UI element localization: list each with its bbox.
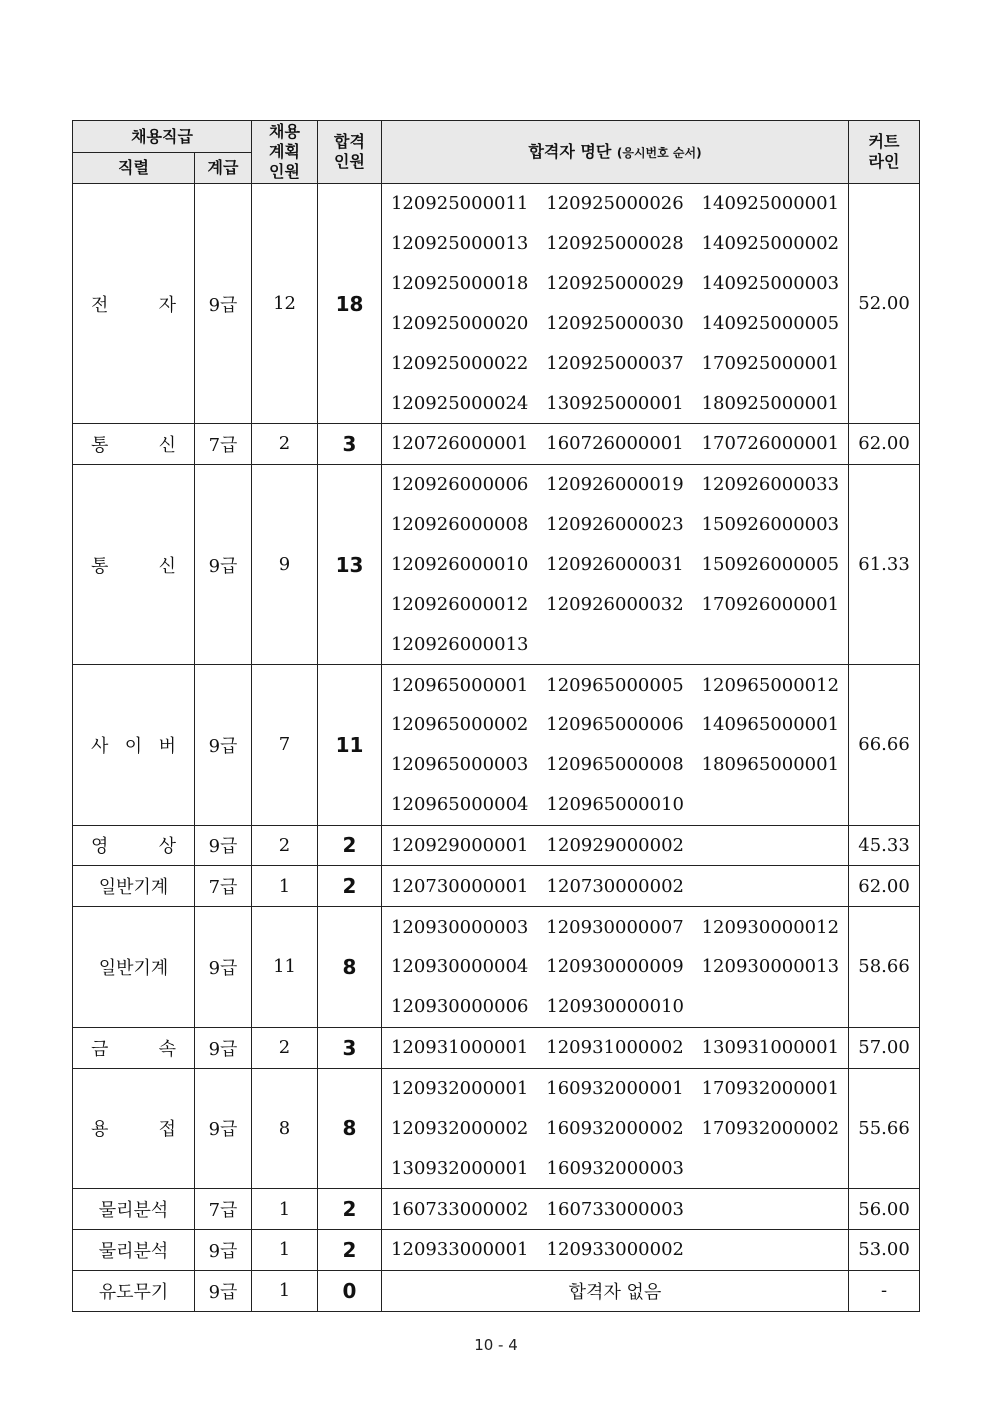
series-name <box>73 431 194 457</box>
passer-line <box>382 264 848 304</box>
exam-number: 120726000001 <box>390 433 529 455</box>
series-text: 일반기계 <box>98 957 169 979</box>
exam-number: 140925000005 <box>701 312 840 334</box>
exam-number: 120925000018 <box>390 273 529 295</box>
passer-line <box>382 826 848 866</box>
series-name <box>73 1035 194 1061</box>
cutline-cell: 58.66 <box>849 907 920 1028</box>
series-name <box>73 1237 194 1263</box>
exam-number: 160733000002 <box>391 1198 529 1220</box>
exam-number: 120925000026 <box>546 193 684 215</box>
exam-number: 120965000005 <box>546 674 684 696</box>
series-cell <box>73 1027 195 1068</box>
exam-number: 120926000019 <box>546 474 684 496</box>
exam-number: 120930000007 <box>546 916 684 938</box>
series-text: 전 <box>91 294 109 316</box>
table-body <box>73 184 920 1312</box>
series-text: 통 <box>91 555 109 577</box>
passed-count-cell: 11 <box>318 665 382 825</box>
series-text: 신 <box>158 555 176 577</box>
table-row <box>73 1229 920 1270</box>
exam-number: 170926000001 <box>701 593 840 615</box>
exam-number: 120925000013 <box>390 233 529 255</box>
series-text: 물리분석 <box>98 1240 169 1262</box>
series-text: 상 <box>158 836 176 858</box>
exam-number: 120965000004 <box>391 794 529 816</box>
passer-line <box>382 1069 848 1109</box>
passed-count-cell: 8 <box>318 1068 382 1189</box>
passer-line <box>382 505 848 545</box>
passer-line <box>382 745 848 785</box>
exam-number: 120932000001 <box>390 1077 529 1099</box>
series-name <box>73 954 194 980</box>
passer-list-cell <box>382 825 849 866</box>
series-cell <box>73 665 195 825</box>
passer-line <box>382 705 848 745</box>
exam-number: 160932000003 <box>546 1157 684 1179</box>
passer-line <box>382 624 848 664</box>
cutline-cell: 66.66 <box>849 665 920 825</box>
exam-number: 160932000002 <box>546 1117 684 1139</box>
passed-count-cell: 2 <box>318 825 382 866</box>
grade-cell: 9급 <box>195 665 252 825</box>
cutline-cell: 61.33 <box>849 464 920 664</box>
passer-list-cell <box>382 1229 849 1270</box>
exam-number: 120926000033 <box>701 474 840 496</box>
table-row <box>73 424 920 465</box>
grade-cell: 9급 <box>195 1027 252 1068</box>
series-text: 신 <box>158 434 176 456</box>
passer-line <box>382 545 848 585</box>
header-cutline-1: 커트 <box>868 132 900 151</box>
header-grade: 계급 <box>195 153 252 184</box>
exam-number: 120965000008 <box>546 754 684 776</box>
passer-line <box>382 907 848 947</box>
passer-list-cell <box>382 1068 849 1189</box>
exam-number: 120965000006 <box>546 714 684 736</box>
planned-count-cell: 2 <box>252 825 318 866</box>
exam-number: 120925000024 <box>390 392 529 414</box>
passer-list-cell <box>382 1027 849 1068</box>
exam-number: 120930000006 <box>391 996 529 1018</box>
passed-count-cell: 13 <box>318 464 382 664</box>
exam-number: 120931000001 <box>390 1037 529 1059</box>
series-cell <box>73 825 195 866</box>
table-row <box>73 825 920 866</box>
exam-number: 150926000005 <box>701 554 840 576</box>
passed-count-cell: 3 <box>318 424 382 465</box>
series-cell <box>73 1189 195 1230</box>
passed-count-cell: 3 <box>318 1027 382 1068</box>
exam-number: 120925000030 <box>546 312 684 334</box>
passed-count-cell: 18 <box>318 184 382 424</box>
passer-list-cell <box>382 665 849 825</box>
passer-line <box>382 304 848 344</box>
table-row <box>73 866 920 907</box>
exam-number: 140925000003 <box>701 273 840 295</box>
exam-number: 120932000002 <box>390 1117 529 1139</box>
exam-number: 120930000003 <box>390 916 529 938</box>
passed-count-cell: 2 <box>318 866 382 907</box>
exam-number: 120926000023 <box>546 514 684 536</box>
passer-line <box>382 1189 848 1229</box>
series-name <box>73 732 194 758</box>
exam-number: 120925000037 <box>546 352 684 374</box>
passer-list-cell <box>382 424 849 465</box>
passer-line <box>382 866 848 906</box>
series-text: 자 <box>158 294 176 316</box>
exam-number: 180925000001 <box>701 392 840 414</box>
header-list-title: 합격자 명단 <box>528 141 612 161</box>
passer-list-cell <box>382 1189 849 1230</box>
series-cell <box>73 184 195 424</box>
table-row <box>73 1027 920 1068</box>
passer-list-cell <box>382 1270 849 1311</box>
planned-count-cell: 9 <box>252 464 318 664</box>
series-cell <box>73 866 195 907</box>
table-row <box>73 464 920 664</box>
series-text: 물리분석 <box>98 1200 169 1222</box>
table-row <box>73 907 920 1028</box>
series-name <box>73 291 194 317</box>
series-text: 영 <box>91 836 109 858</box>
exam-number: 120925000029 <box>546 273 684 295</box>
series-cell <box>73 424 195 465</box>
series-text: 사 <box>91 735 109 757</box>
series-text: 금 <box>91 1038 109 1060</box>
planned-count-cell: 8 <box>252 1068 318 1189</box>
planned-count-cell: 11 <box>252 907 318 1028</box>
passer-line <box>382 1108 848 1148</box>
header-planned-3: 인원 <box>269 162 300 181</box>
passer-line <box>382 665 848 705</box>
exam-number: 120925000020 <box>390 312 529 334</box>
exam-number: 120926000031 <box>546 554 684 576</box>
passed-count-cell: 0 <box>318 1270 382 1311</box>
passer-line <box>382 184 848 224</box>
header-cutline <box>849 121 920 184</box>
exam-number: 120730000001 <box>391 875 529 897</box>
table-row <box>73 184 920 424</box>
passed-count-cell: 2 <box>318 1229 382 1270</box>
cutline-cell: 56.00 <box>849 1189 920 1230</box>
series-text: 유도무기 <box>98 1281 169 1303</box>
table-row <box>73 1270 920 1311</box>
series-text: 이 <box>124 735 143 757</box>
cutline-cell: 53.00 <box>849 1229 920 1270</box>
passer-line <box>382 987 848 1027</box>
passer-line <box>382 947 848 987</box>
table-row <box>73 665 920 825</box>
passer-line <box>382 383 848 423</box>
exam-number: 120930000004 <box>390 956 529 978</box>
planned-count-cell: 1 <box>252 1229 318 1270</box>
series-text: 통 <box>91 434 109 456</box>
exam-number: 120933000002 <box>546 1239 684 1261</box>
exam-number: 160726000001 <box>546 433 684 455</box>
exam-number: 160932000001 <box>546 1077 684 1099</box>
grade-cell: 9급 <box>195 464 252 664</box>
exam-number: 120926000006 <box>390 474 529 496</box>
planned-count-cell: 1 <box>252 866 318 907</box>
passer-line <box>382 584 848 624</box>
series-cell <box>73 907 195 1028</box>
exam-number: 120730000002 <box>546 875 684 897</box>
passer-list-cell <box>382 907 849 1028</box>
passer-line <box>382 1148 848 1188</box>
passer-list-cell <box>382 464 849 664</box>
exam-number: 120930000009 <box>546 956 684 978</box>
passer-line <box>382 1028 848 1068</box>
exam-number: 140925000002 <box>701 233 840 255</box>
grade-cell: 9급 <box>195 825 252 866</box>
planned-count-cell: 2 <box>252 424 318 465</box>
series-text: 접 <box>158 1119 176 1141</box>
series-text: 버 <box>158 735 176 757</box>
exam-number: 120929000001 <box>391 834 529 856</box>
exam-number: 120965000003 <box>390 754 529 776</box>
header-list-note: (응시번호 순서) <box>616 145 702 160</box>
exam-number: 130925000001 <box>546 392 684 414</box>
header-list <box>382 121 849 184</box>
results-table <box>72 120 920 1312</box>
exam-number: 120926000032 <box>546 593 684 615</box>
page-number: 10 - 4 <box>474 1336 518 1354</box>
passer-list-cell <box>382 866 849 907</box>
exam-number: 170932000002 <box>701 1117 840 1139</box>
series-text: 속 <box>158 1038 176 1060</box>
exam-number: 130932000001 <box>391 1157 529 1179</box>
exam-number: 120930000010 <box>546 996 684 1018</box>
exam-number: 120925000022 <box>390 352 529 374</box>
exam-number: 150926000003 <box>701 514 840 536</box>
planned-count-cell: 7 <box>252 665 318 825</box>
cutline-cell: 52.00 <box>849 184 920 424</box>
cutline-cell: 62.00 <box>849 866 920 907</box>
series-cell <box>73 1270 195 1311</box>
passed-count-cell: 8 <box>318 907 382 1028</box>
table-row <box>73 1068 920 1189</box>
header-planned-2: 계획 <box>269 142 300 161</box>
exam-number: 120965000002 <box>390 714 529 736</box>
exam-number: 120926000010 <box>390 554 529 576</box>
planned-count-cell: 12 <box>252 184 318 424</box>
series-name <box>73 1115 194 1141</box>
exam-number: 120933000001 <box>391 1239 529 1261</box>
series-cell <box>73 1229 195 1270</box>
passer-line <box>382 424 848 464</box>
exam-number: 160733000003 <box>546 1198 684 1220</box>
grade-cell: 7급 <box>195 866 252 907</box>
exam-number: 140965000001 <box>701 714 840 736</box>
passer-list-cell <box>382 184 849 424</box>
grade-cell: 7급 <box>195 1189 252 1230</box>
series-text: 용 <box>91 1119 109 1141</box>
exam-number: 120925000011 <box>390 193 529 215</box>
exam-number: 170726000001 <box>701 433 840 455</box>
header-passed <box>318 121 382 184</box>
passer-line <box>382 224 848 264</box>
header-cutline-2: 라인 <box>868 152 900 171</box>
series-cell <box>73 1068 195 1189</box>
series-name <box>73 1196 194 1222</box>
cutline-cell: 57.00 <box>849 1027 920 1068</box>
planned-count-cell: 2 <box>252 1027 318 1068</box>
series-name <box>73 1278 194 1304</box>
series-text: 일반기계 <box>98 877 169 899</box>
cutline-cell: 45.33 <box>849 825 920 866</box>
passer-line <box>382 785 848 825</box>
cutline-cell: - <box>849 1270 920 1311</box>
series-name <box>73 552 194 578</box>
exam-number: 120965000001 <box>390 674 529 696</box>
exam-number: 170925000001 <box>701 352 840 374</box>
table-row <box>73 1189 920 1230</box>
exam-number: 120931000002 <box>546 1037 684 1059</box>
series-name <box>73 873 194 899</box>
header-group: 채용직급 <box>73 121 252 153</box>
exam-number: 120930000012 <box>701 916 840 938</box>
cutline-cell: 55.66 <box>849 1068 920 1189</box>
exam-number: 140925000001 <box>701 193 840 215</box>
passed-count-cell: 2 <box>318 1189 382 1230</box>
exam-number: 120926000012 <box>390 593 529 615</box>
grade-cell: 9급 <box>195 1068 252 1189</box>
passer-line <box>382 343 848 383</box>
exam-number: 120926000013 <box>391 633 529 655</box>
planned-count-cell: 1 <box>252 1270 318 1311</box>
exam-number: 120965000012 <box>701 674 840 696</box>
grade-cell: 9급 <box>195 1229 252 1270</box>
exam-number: 120929000002 <box>546 834 684 856</box>
header-passed-2: 인원 <box>334 152 365 171</box>
grade-cell: 9급 <box>195 1270 252 1311</box>
exam-number: 120926000008 <box>390 514 529 536</box>
exam-number: 130931000001 <box>701 1037 840 1059</box>
grade-cell: 7급 <box>195 424 252 465</box>
exam-number: 180965000001 <box>701 754 840 776</box>
header-planned-1: 채용 <box>269 122 300 141</box>
passer-line <box>382 1230 848 1270</box>
planned-count-cell: 1 <box>252 1189 318 1230</box>
header-series: 직렬 <box>73 153 195 184</box>
exam-number: 120965000010 <box>546 794 684 816</box>
exam-number: 170932000001 <box>701 1077 840 1099</box>
grade-cell: 9급 <box>195 184 252 424</box>
header-planned <box>252 121 318 184</box>
passer-line <box>382 465 848 505</box>
series-name <box>73 832 194 858</box>
header-passed-1: 합격 <box>334 132 365 151</box>
grade-cell: 9급 <box>195 907 252 1028</box>
exam-number: 120925000028 <box>546 233 684 255</box>
exam-number: 120930000013 <box>701 956 840 978</box>
cutline-cell: 62.00 <box>849 424 920 465</box>
no-passers-text: 합격자 없음 <box>568 1281 662 1303</box>
series-cell <box>73 464 195 664</box>
